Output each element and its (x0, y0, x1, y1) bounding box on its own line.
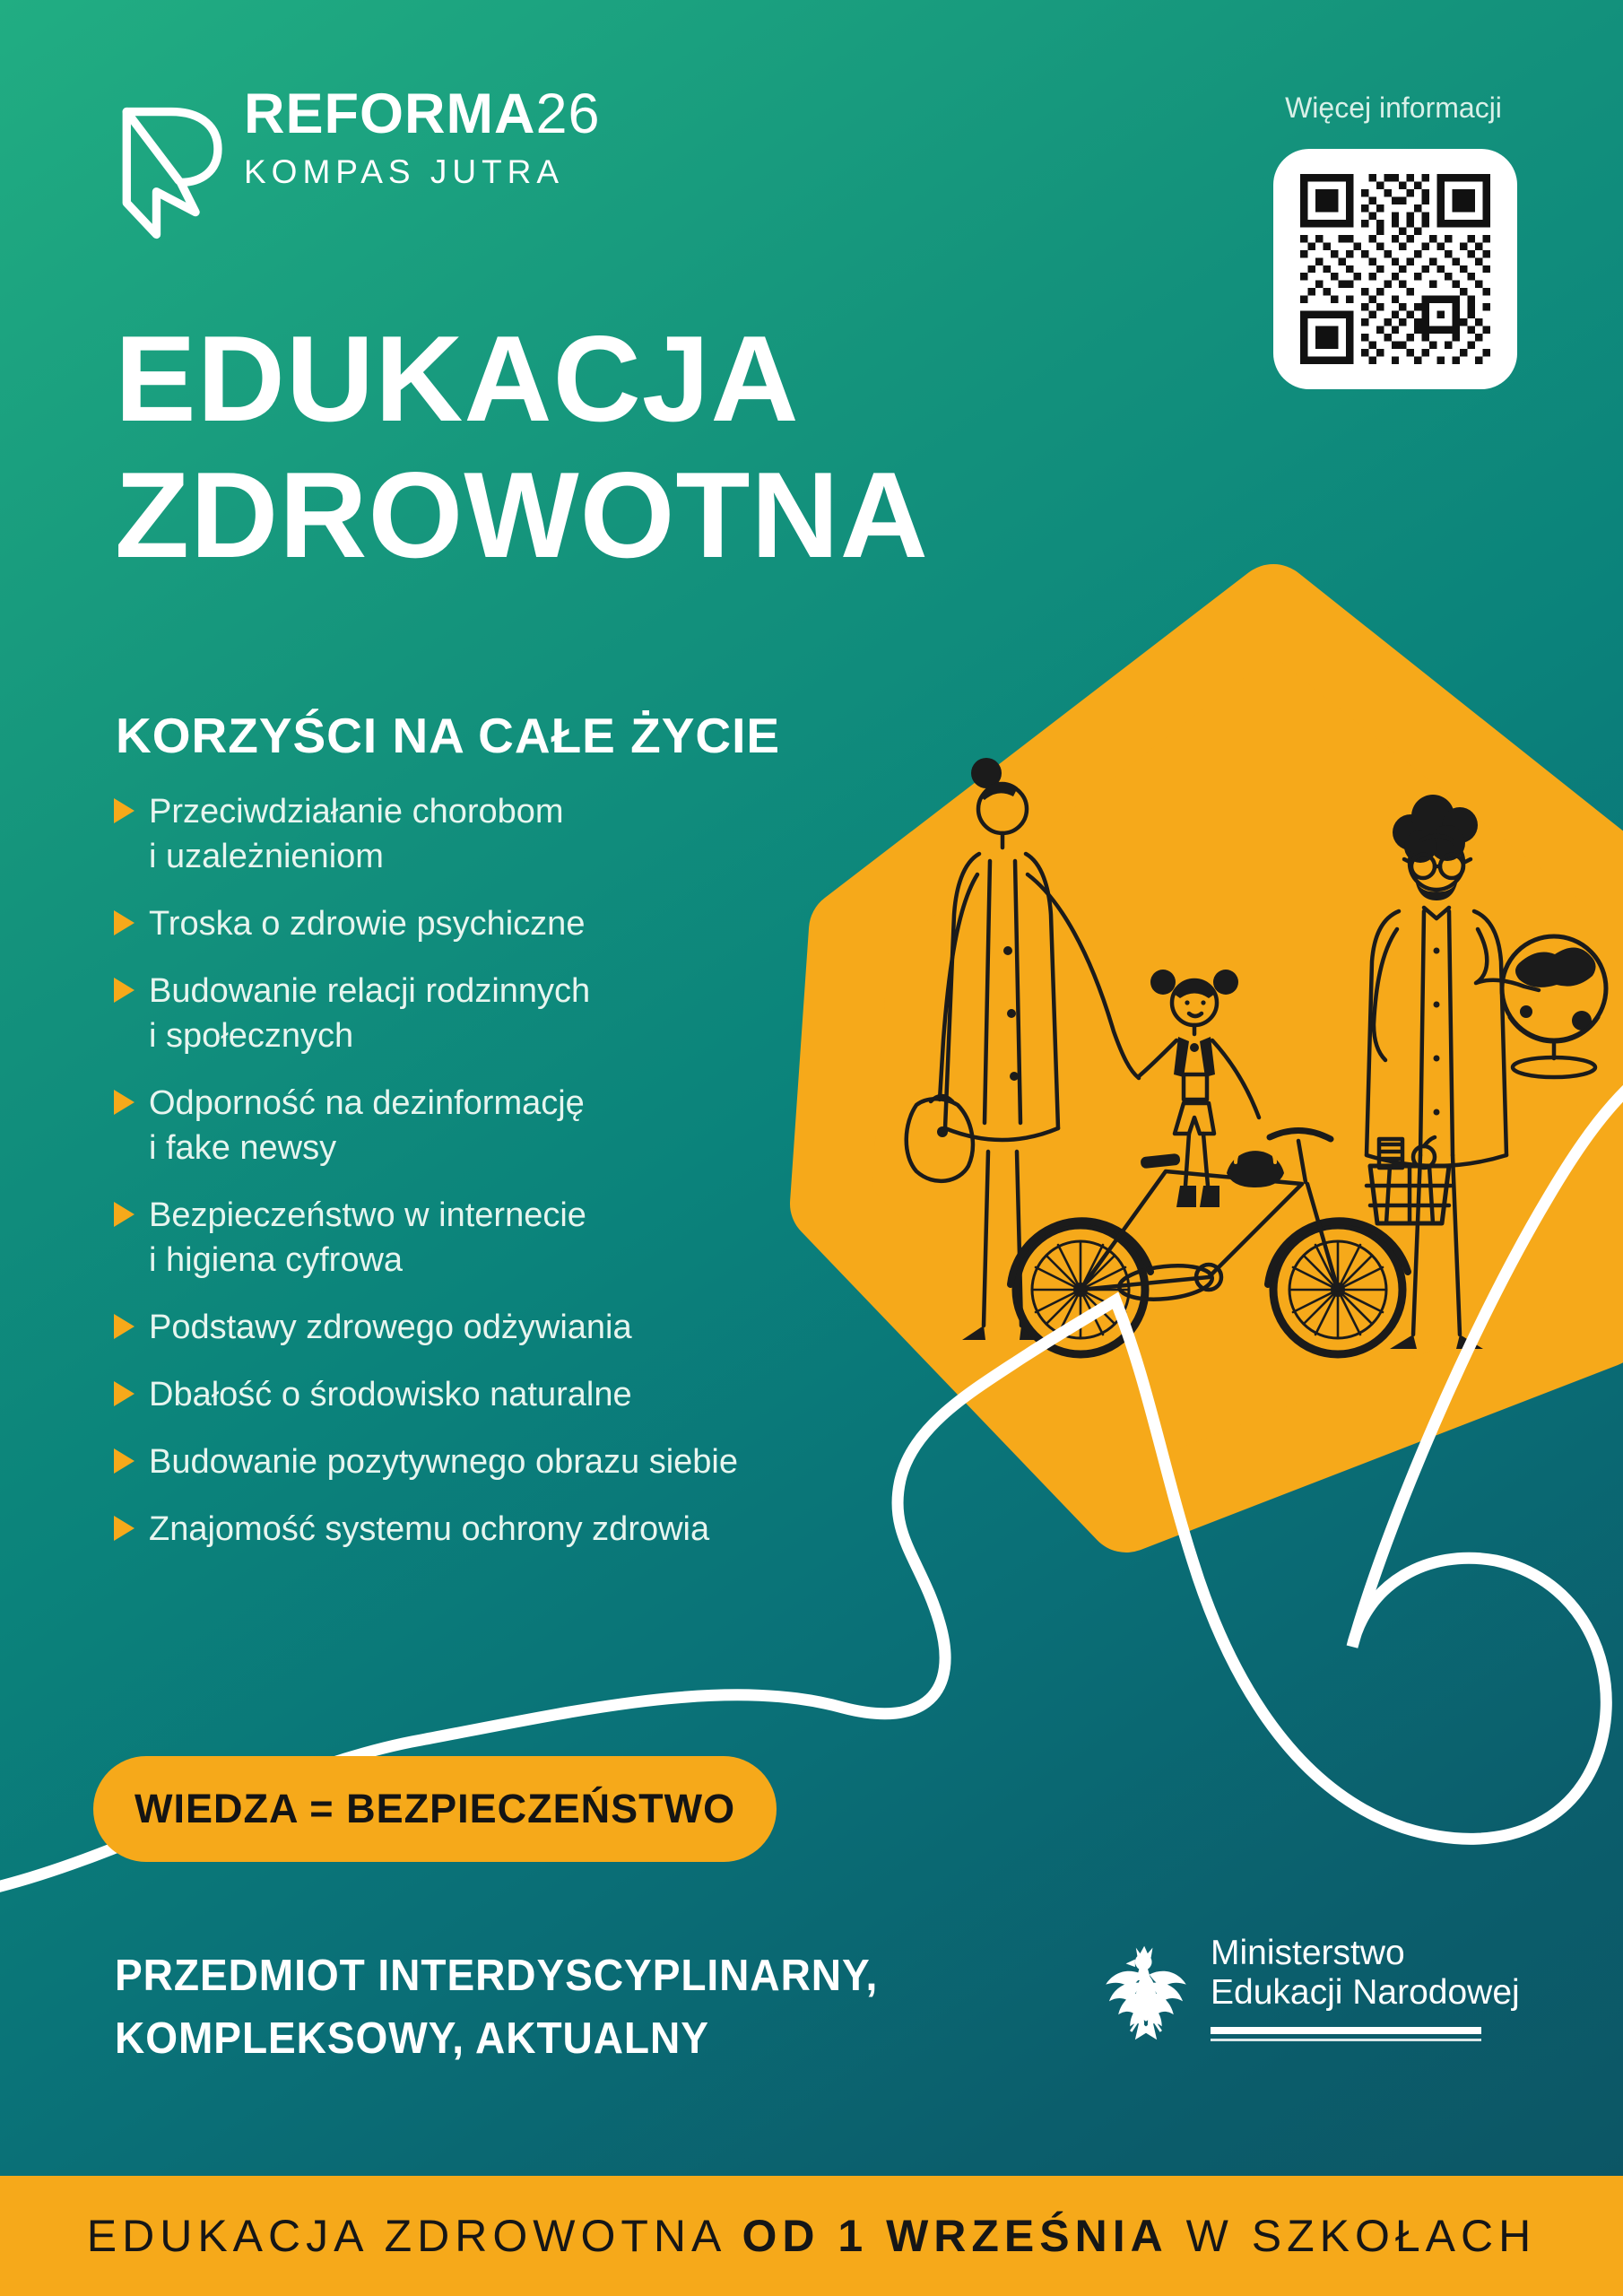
benefit-text: Troska o zdrowie psychiczne (149, 905, 586, 943)
bullet-arrow-icon (114, 910, 135, 935)
footer-text-bold: OD 1 WRZEŚNIA (742, 2211, 1168, 2261)
qr-code-pattern (1300, 174, 1490, 364)
brand-tagline: KOMPAS JUTRA (244, 153, 565, 190)
ministry-underline-thin (1211, 2039, 1481, 2041)
list-item (114, 1305, 858, 1350)
brand-name-bold: REFORMA (244, 83, 536, 145)
ministry-line2: Edukacji Narodowej (1211, 1973, 1520, 2012)
benefit-text: Przeciwdziałanie chorobom (149, 793, 564, 831)
ministry-underline (1211, 2027, 1481, 2034)
bullet-arrow-icon (114, 1516, 135, 1541)
footer-text-post: W SZKOŁACH (1167, 2211, 1537, 2261)
eagle-emblem-icon (1096, 1934, 1196, 2052)
title-line2: ZDROWOTNA (115, 447, 929, 583)
brand-block (244, 83, 601, 190)
bullet-arrow-icon (114, 1314, 135, 1339)
ministry-line1: Ministerstwo (1211, 1934, 1405, 1972)
footer-text-pre: EDUKACJA ZDROWOTNA (86, 2211, 742, 2261)
benefits-heading: KORZYŚCI NA CAŁE ŻYCIE (116, 708, 781, 763)
benefit-text: Budowanie pozytywnego obrazu siebie (149, 1443, 738, 1481)
bullet-arrow-icon (114, 798, 135, 823)
list-item (114, 1193, 858, 1283)
title-line1: EDUKACJA (115, 310, 800, 447)
bullet-arrow-icon (114, 1202, 135, 1227)
list-item (114, 789, 858, 879)
qr-code (1273, 149, 1517, 389)
page-title (115, 310, 929, 583)
brand-name (244, 83, 601, 145)
benefit-text: i fake newsy (149, 1129, 337, 1167)
subject-line1: PRZEDMIOT INTERDYSCYPLINARNY, (115, 1952, 879, 2000)
benefit-text: i uzależnieniom (149, 838, 384, 875)
benefit-text: Bezpieczeństwo w internecie (149, 1196, 586, 1234)
bullet-arrow-icon (114, 1448, 135, 1474)
brand-name-light: 26 (535, 83, 601, 145)
ministry-text (1211, 1934, 1520, 2041)
benefit-text: Podstawy zdrowego odżywiania (149, 1309, 632, 1346)
bullet-arrow-icon (114, 1381, 135, 1406)
list-item (114, 1081, 858, 1170)
benefit-text: Odporność na dezinformację (149, 1084, 585, 1122)
subject-line2: KOMPLEKSOWY, AKTUALNY (115, 2014, 709, 2063)
footer-banner (0, 2176, 1623, 2296)
benefit-text: Znajomość systemu ochrony zdrowia (149, 1510, 710, 1548)
list-item (114, 1439, 858, 1484)
list-item (114, 901, 858, 946)
reforma-logo-icon (113, 99, 226, 248)
bullet-arrow-icon (114, 978, 135, 1003)
qr-label: Więcej informacji (1285, 91, 1502, 124)
benefit-text: Dbałość o środowisko naturalne (149, 1376, 632, 1413)
ministry-block (1096, 1934, 1520, 2052)
benefit-text: Budowanie relacji rodzinnych (149, 972, 591, 1010)
list-item (114, 969, 858, 1058)
subject-description (115, 1944, 878, 2070)
benefit-text: i społecznych (149, 1017, 354, 1055)
benefit-text: i higiena cyfrowa (149, 1241, 404, 1279)
list-item (114, 1372, 858, 1417)
benefits-list (114, 789, 858, 1574)
list-item (114, 1507, 858, 1552)
bullet-arrow-icon (114, 1090, 135, 1115)
status-badge: WIEDZA = BEZPIECZEŃSTWO (93, 1756, 777, 1862)
